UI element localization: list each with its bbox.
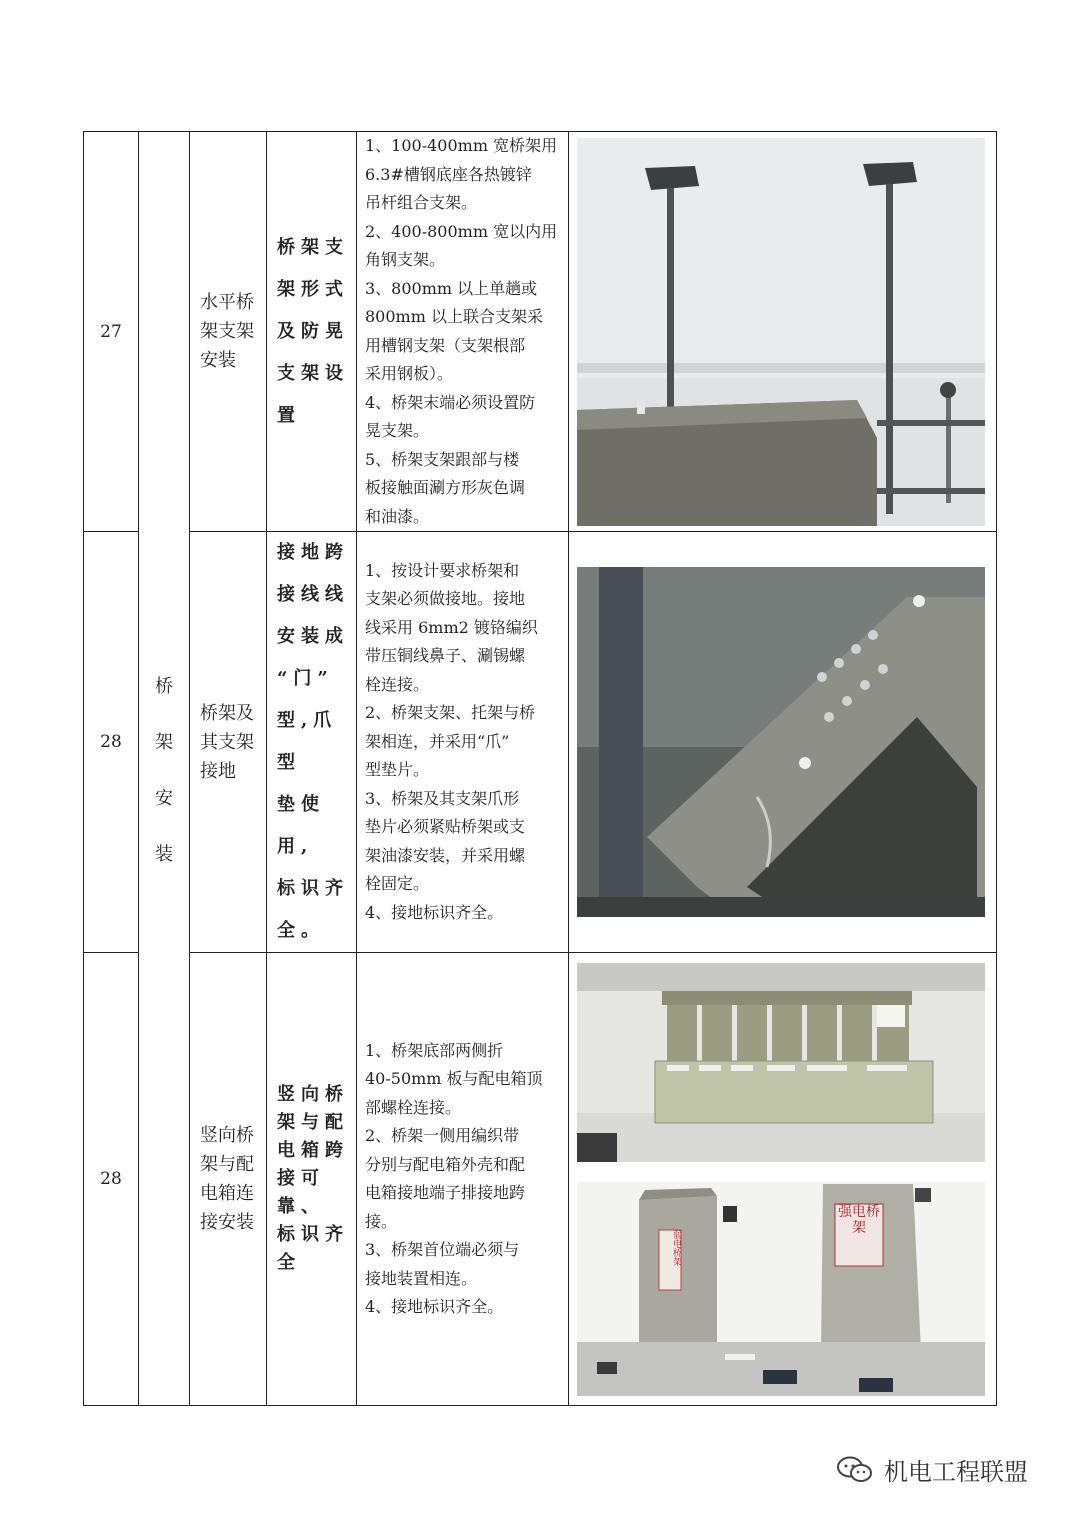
key-line: 全。 bbox=[277, 920, 325, 941]
key-point-cell bbox=[267, 132, 357, 532]
requirement-line: 4、桥架末端必须设置防 bbox=[365, 392, 536, 412]
requirement-line: 支架必须做接地。接地 bbox=[365, 589, 526, 609]
requirement-line: 角钢支架。 bbox=[365, 250, 446, 269]
requirement-line: 6.3#槽钢底座各热镀锌 bbox=[365, 164, 532, 184]
construction-spec-table bbox=[83, 131, 997, 1406]
wechat-icon bbox=[836, 1455, 874, 1485]
key-line: 置 bbox=[277, 404, 301, 426]
requirement-line: 1、桥架底部两侧折 bbox=[365, 1040, 504, 1060]
requirement-line: 40-50mm 板与配电箱顶 bbox=[365, 1069, 543, 1088]
row-number: 28 bbox=[84, 532, 139, 953]
item-line: 其支架 bbox=[200, 731, 254, 753]
item-line: 架支架 bbox=[200, 321, 254, 342]
requirement-line: 2、桥架一侧用编织带 bbox=[365, 1126, 520, 1145]
photo-vertical-trays bbox=[577, 1182, 985, 1396]
key-line: 电箱跨 bbox=[277, 1140, 349, 1161]
photo-hanger-supports bbox=[577, 138, 985, 526]
photo-tray-grounding bbox=[577, 567, 985, 917]
watermark bbox=[836, 1452, 1028, 1487]
requirement-line: 型垫片。 bbox=[365, 760, 430, 780]
key-line: 接地跨 bbox=[277, 542, 349, 563]
requirement-line: 板接触面涮方形灰色调 bbox=[365, 478, 526, 497]
requirement-line: 用槽钢支架（支架根部 bbox=[365, 335, 526, 355]
key-line: 支架设 bbox=[277, 362, 349, 384]
requirement-line: 和油漆。 bbox=[365, 506, 430, 526]
item-name-cell bbox=[190, 532, 267, 953]
key-line: 接线线 bbox=[277, 584, 349, 605]
requirement-line: 800mm 以上联合支架采 bbox=[365, 307, 543, 326]
requirement-line: 3、桥架首位端必须与 bbox=[365, 1240, 520, 1259]
requirement-line: 架相连，并采用“爪” bbox=[365, 731, 510, 751]
item-name-cell bbox=[190, 953, 267, 1406]
key-line: 及防晃 bbox=[277, 320, 349, 342]
table-row bbox=[84, 532, 997, 953]
table-row bbox=[84, 953, 997, 1406]
requirement-line: 分别与配电箱外壳和配 bbox=[365, 1154, 526, 1174]
requirements-cell bbox=[357, 132, 569, 532]
photo-cell bbox=[569, 132, 997, 532]
requirement-line: 1、100-400mm 宽桥架用 bbox=[365, 136, 558, 155]
requirement-line: 带压铜线鼻子、涮锡螺 bbox=[365, 646, 526, 666]
category-char: 安 bbox=[155, 787, 173, 809]
category-char: 架 bbox=[155, 731, 173, 753]
sign-strong-current-tray: 强电桥架 bbox=[838, 1203, 880, 1236]
watermark-text: 机电工程联盟 bbox=[884, 1458, 1028, 1486]
requirement-line: 栓固定。 bbox=[365, 874, 430, 894]
category-cell bbox=[139, 132, 190, 1406]
requirement-line: 部螺栓连接。 bbox=[365, 1097, 462, 1117]
requirement-line: 接地装置相连。 bbox=[365, 1268, 478, 1288]
requirement-line: 3、桥架及其支架爪形 bbox=[365, 788, 520, 808]
requirement-line: 吊杆组合支架。 bbox=[365, 193, 478, 212]
requirement-line: 栓连接。 bbox=[365, 674, 430, 694]
requirement-line: 3、800mm 以上单趟或 bbox=[365, 278, 538, 298]
row-number: 27 bbox=[84, 132, 139, 532]
item-line: 水平桥 bbox=[200, 292, 254, 313]
key-line: 安装成 bbox=[277, 626, 349, 647]
key-point-cell bbox=[267, 953, 357, 1406]
requirement-line: 5、桥架支架跟部与楼 bbox=[365, 449, 520, 469]
item-line: 架与配 bbox=[200, 1154, 254, 1175]
key-line: 架与配 bbox=[277, 1112, 349, 1133]
photo-illustration bbox=[577, 138, 985, 526]
key-line: 桥架支 bbox=[277, 236, 349, 258]
key-line: 标识齐 bbox=[277, 878, 349, 899]
category-char: 装 bbox=[155, 843, 173, 865]
item-line: 接地 bbox=[200, 760, 236, 782]
key-line: “门” bbox=[277, 668, 334, 689]
requirement-line: 1、按设计要求桥架和 bbox=[365, 560, 520, 580]
requirements-cell bbox=[357, 953, 569, 1406]
item-line: 桥架及 bbox=[200, 702, 254, 724]
requirement-line: 架油漆安装，并采用螺 bbox=[365, 845, 526, 865]
key-line: 垫使用, bbox=[277, 794, 325, 857]
photo-cell bbox=[569, 532, 997, 953]
requirement-line: 晃支架。 bbox=[365, 421, 430, 440]
item-line: 电箱连 bbox=[200, 1183, 254, 1204]
photo-cell bbox=[569, 953, 997, 1406]
item-line: 竖向桥 bbox=[200, 1125, 254, 1146]
key-point-cell bbox=[267, 532, 357, 953]
key-line: 接可靠、 bbox=[277, 1168, 325, 1217]
item-name-cell bbox=[190, 132, 267, 532]
requirement-line: 2、桥架支架、托架与桥 bbox=[365, 703, 536, 723]
requirements-cell bbox=[357, 532, 569, 953]
requirement-line: 4、接地标识齐全。 bbox=[365, 902, 504, 922]
key-line: 竖向桥 bbox=[277, 1084, 349, 1105]
key-line: 全 bbox=[277, 1252, 301, 1273]
key-line: 标识齐 bbox=[277, 1224, 349, 1245]
table-row bbox=[84, 132, 997, 532]
photo-illustration bbox=[577, 567, 985, 917]
photo-illustration bbox=[577, 963, 985, 1162]
key-line: 型,爪型 bbox=[277, 710, 338, 773]
requirement-line: 线采用 6mm2 镀铬编织 bbox=[365, 617, 538, 637]
row-number: 28 bbox=[84, 953, 139, 1406]
key-line: 架形式 bbox=[277, 278, 349, 300]
requirement-line: 采用钢板）。 bbox=[365, 364, 454, 383]
requirement-line: 4、接地标识齐全。 bbox=[365, 1297, 504, 1316]
requirement-line: 接。 bbox=[365, 1211, 398, 1231]
photo-illustration bbox=[577, 1182, 985, 1396]
requirement-line: 垫片必须紧贴桥架或支 bbox=[365, 817, 526, 837]
sign-weak-current-tray: 弱电桥架 bbox=[671, 1229, 681, 1266]
requirement-line: 电箱接地端子排接地跨 bbox=[365, 1183, 526, 1202]
item-line: 接安装 bbox=[200, 1212, 254, 1233]
item-line: 安装 bbox=[200, 350, 236, 371]
category-char: 桥 bbox=[155, 675, 173, 697]
requirement-line: 2、400-800mm 宽以内用 bbox=[365, 221, 558, 241]
photo-panel-boxes bbox=[577, 963, 985, 1162]
